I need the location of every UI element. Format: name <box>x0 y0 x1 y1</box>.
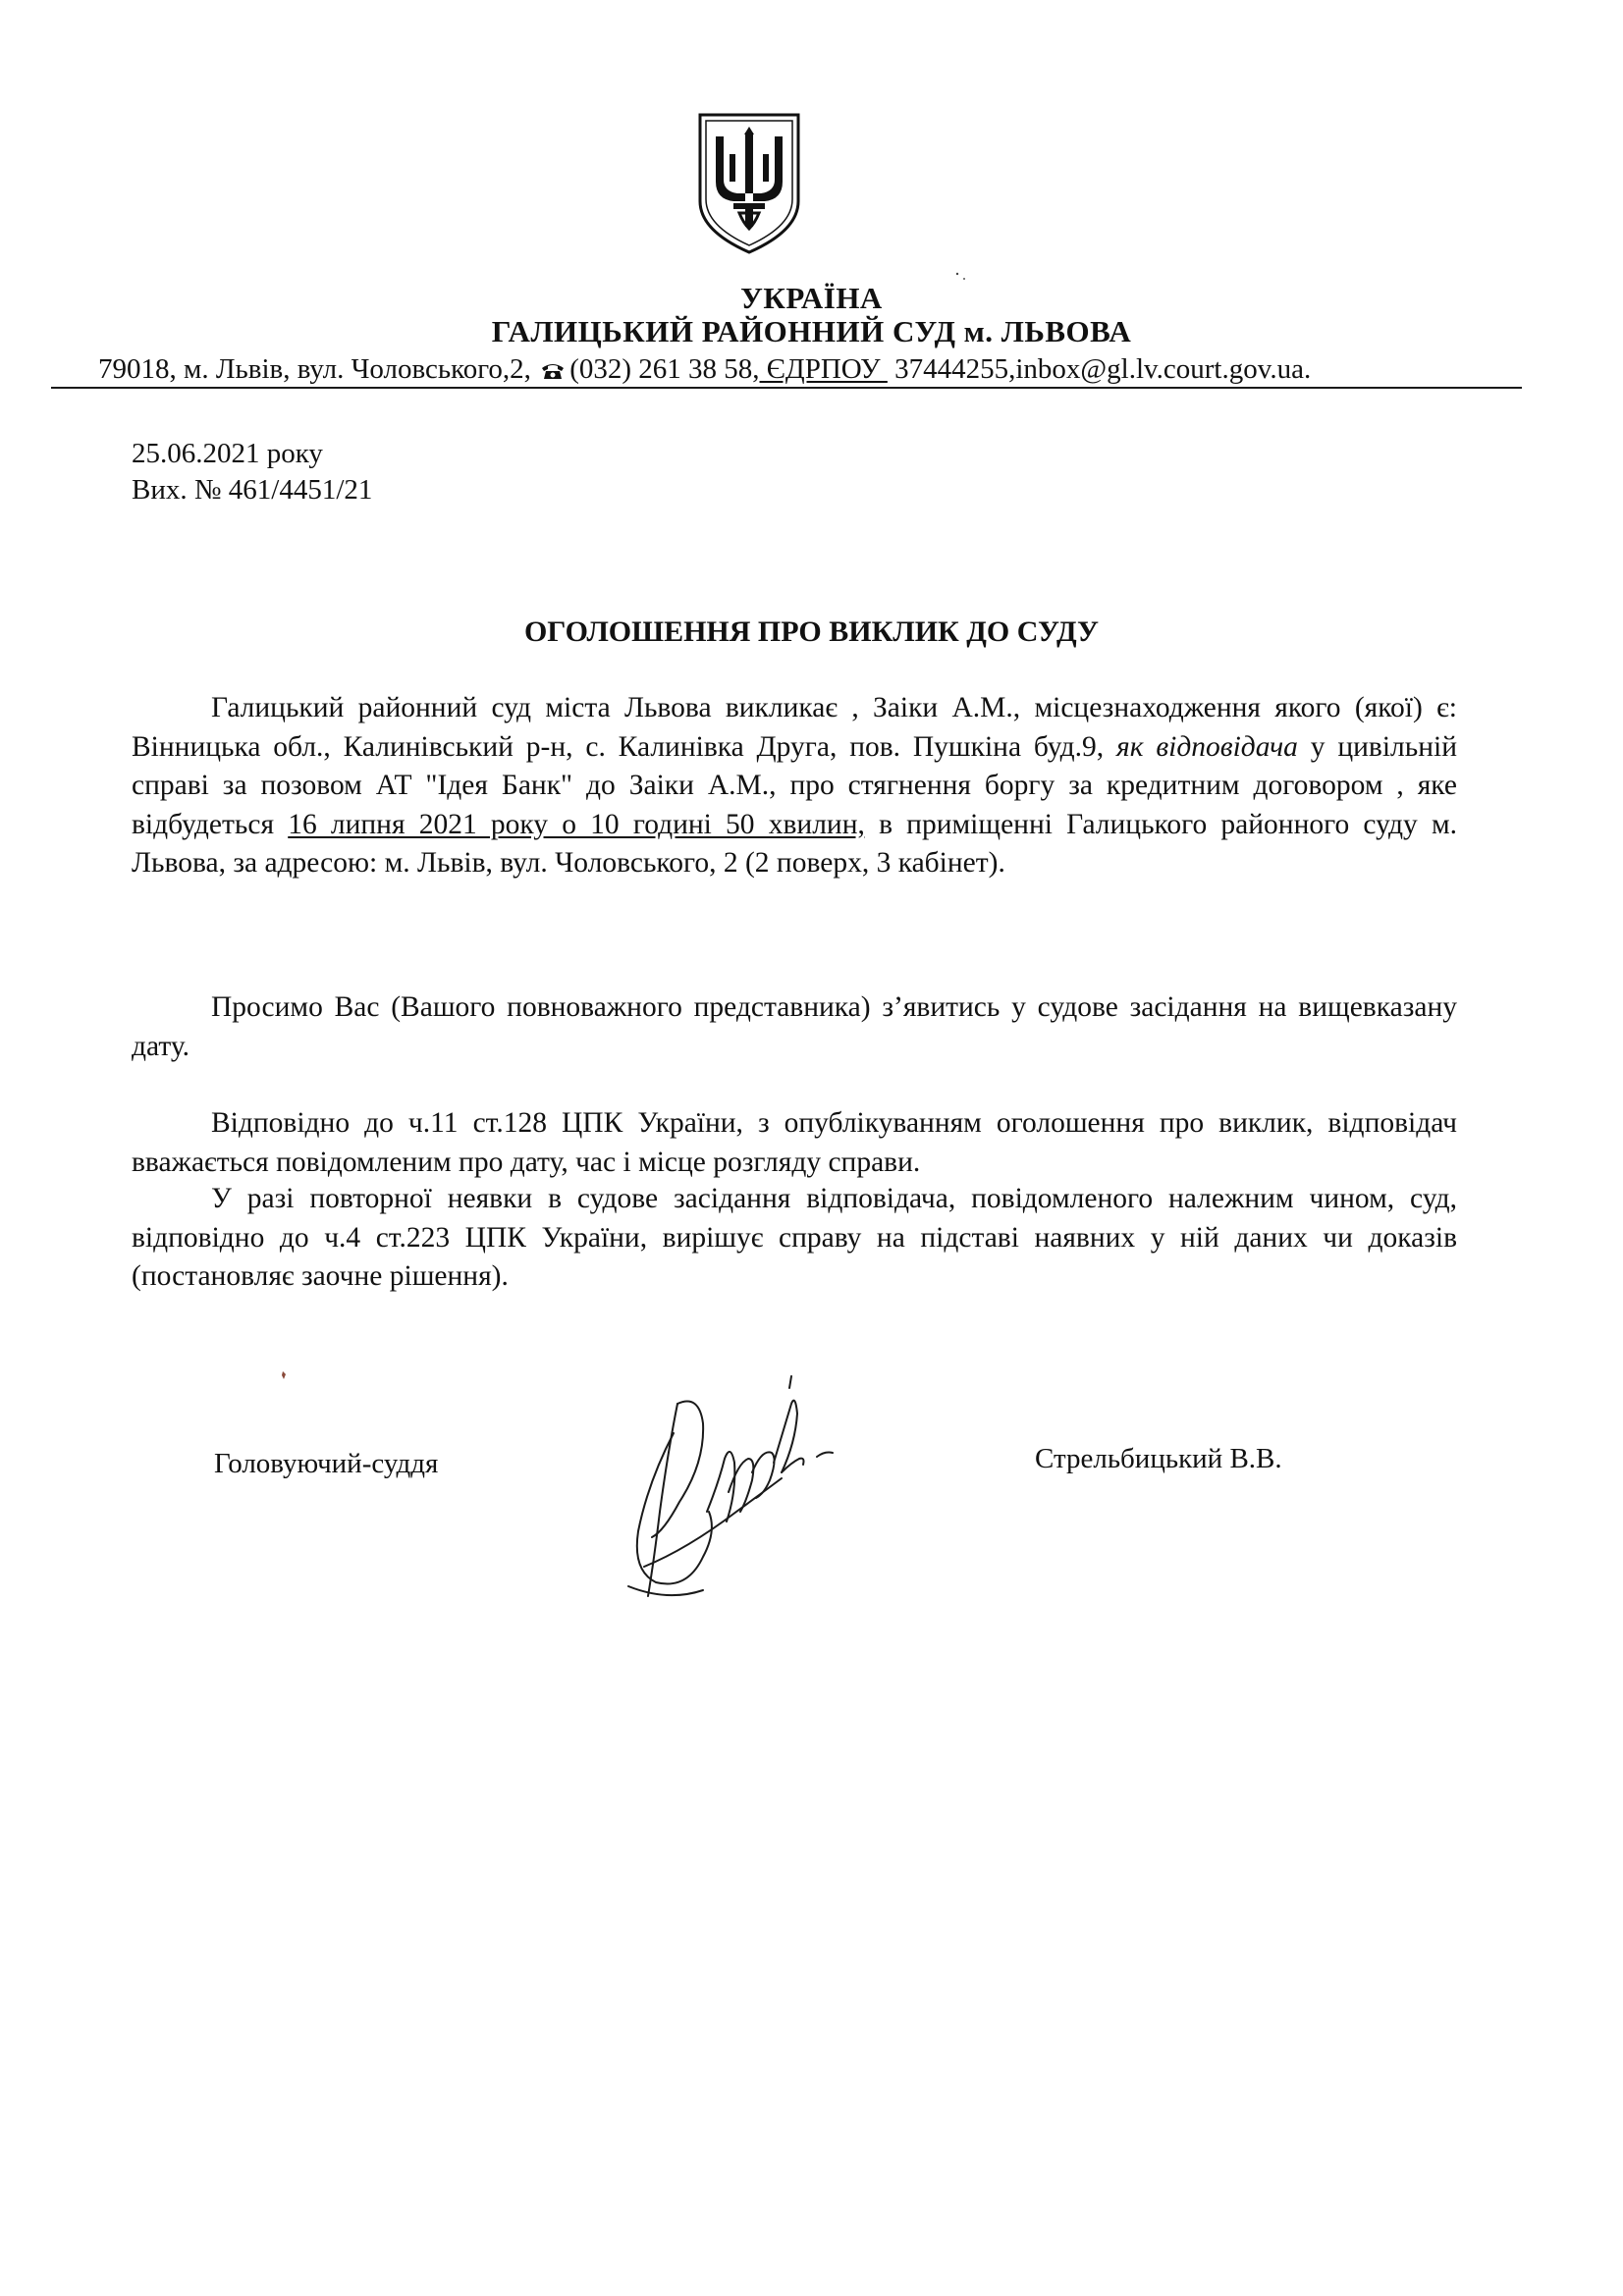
court-address-line <box>98 353 1512 386</box>
header-divider <box>51 387 1522 389</box>
summons-text-c: в приміщенні Галицького районного суду м. Львова, за адресою: м. Львів, вул. Чоловського, 2 (2 поверх, 3 кабінет). <box>132 808 1457 879</box>
edrpou-label: ЄДРПОУ <box>759 353 888 385</box>
outgoing-number: Вих. № 461/4451/21 <box>132 474 373 506</box>
phone-number: (032) 261 38 58, <box>569 353 760 385</box>
default-judgment-paragraph <box>132 1180 1457 1297</box>
summons-role-italic: як відповідача <box>1116 730 1298 763</box>
notice-text: Відповідно до ч.11 ст.128 ЦПК України, з опублікуванням оголошення про виклик, відповідач вважається повідомленим про дату, час і місце розгляду справи. <box>132 1107 1457 1178</box>
telephone-icon <box>540 360 566 380</box>
signatory-role: Головуючий-суддя <box>214 1448 439 1479</box>
document-date: 25.06.2021 року <box>132 438 323 469</box>
signatory-name: Стрельбицький В.В. <box>1035 1443 1282 1474</box>
default-judgment-text: У разі повторної неявки в судове засідання відповідача, повідомленого належним чином, суд, відповідно до ч.4 ст.223 ЦПК України, вирішує справу на підставі наявних у ній даних чи доказів (постановляє заочне рішення). <box>132 1183 1457 1292</box>
document-title: ОГОЛОШЕННЯ ПРО ВИКЛИК ДО СУДУ <box>523 615 1100 648</box>
summons-text-a: Галицький районний суд міста Львова викликає , Заіки А.М., місцезнаходження якого (якої) є: Вінницька обл., Калинівський р-н, с. Калинівка Друга, пов. Пушкіна буд.9, <box>132 692 1457 763</box>
scan-speck <box>280 1367 288 1377</box>
handwritten-signature <box>609 1364 844 1620</box>
summons-text-b: у цивільній справі за позовом АТ "Ідея Банк" до Заіки А.М., про стягнення боргу за кредитним договором , яке відбудеться <box>132 730 1457 840</box>
request-paragraph <box>132 988 1457 1066</box>
address-text: 79018, м. Львів, вул. Чоловського,2, <box>98 353 539 385</box>
request-text: Просимо Вас (Вашого повноважного представника) з’явитись у судове засідання на вищевказану дату. <box>132 991 1457 1062</box>
summons-paragraph <box>132 689 1457 883</box>
hearing-datetime: 16 липня 2021 року о 10 годині 50 хвилин, <box>288 808 865 840</box>
country-heading: УКРАЇНА <box>740 281 883 315</box>
trident-icon <box>694 111 804 256</box>
edrpou-and-email: 37444255,inbox@gl.lv.court.gov.ua. <box>894 353 1312 385</box>
notice-paragraph <box>132 1104 1457 1182</box>
court-heading: ГАЛИЦЬКИЙ РАЙОННИЙ СУД м. ЛЬВОВА <box>491 314 1132 348</box>
